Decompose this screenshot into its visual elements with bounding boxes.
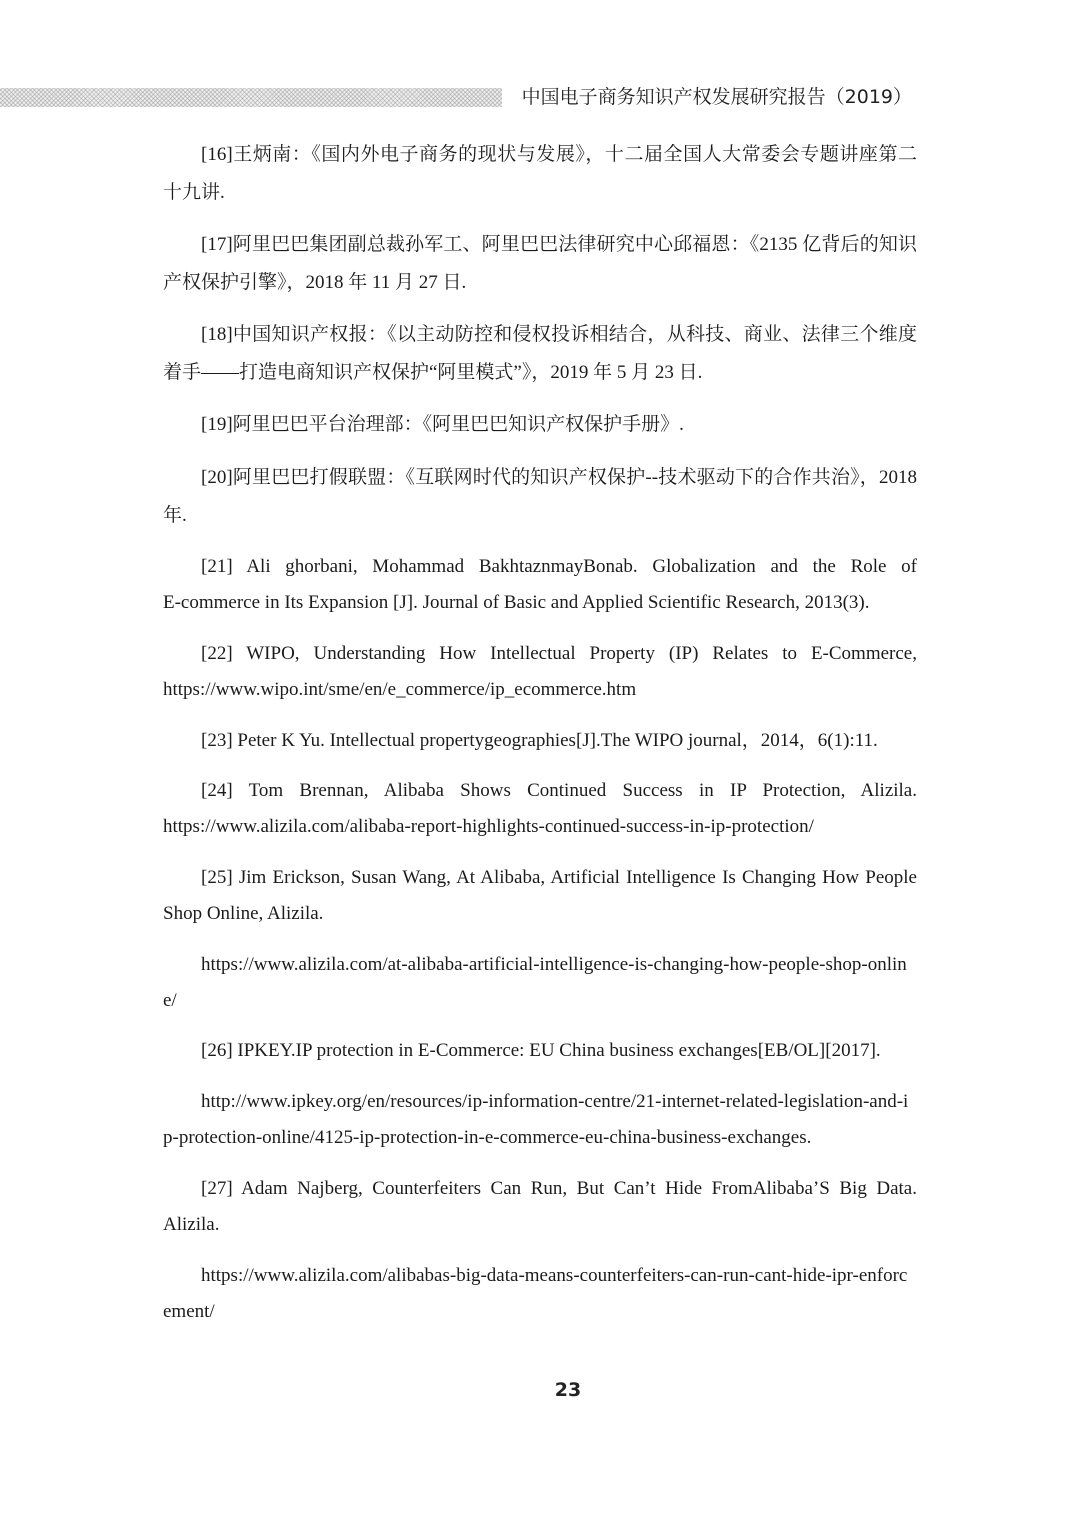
reference-entry <box>163 636 917 708</box>
reference-line: [22] WIPO, Understanding How Intellectual Property (IP) Relates to E-Commerce, <box>201 643 917 664</box>
reference-line: [21] Ali ghorbani, Mohammad BakhtaznmayBonab. Globalization and the Role of <box>201 556 917 577</box>
reference-line: [25] Jim Erickson, Susan Wang, At Alibaba, Artificial Intelligence Is Changing How People <box>201 867 917 888</box>
reference-line: 十九讲. <box>163 182 225 203</box>
reference-line: [27] Adam Najberg, Counterfeiters Can Run, But Can’t Hide FromAlibaba’S Big Data. <box>201 1178 917 1199</box>
reference-url-line: e/ <box>163 990 177 1011</box>
reference-line: https://www.alizila.com/alibaba-report-highlights-continued-success-in-ip-protection/ <box>163 816 814 837</box>
reference-url-entry <box>163 1084 917 1156</box>
reference-line: [26] IPKEY.IP protection in E-Commerce: EU China business exchanges[EB/OL][2017]. <box>201 1040 881 1061</box>
reference-entry <box>163 406 917 444</box>
reference-url-entry <box>163 947 917 1019</box>
reference-line: [23] Peter K Yu. Intellectual propertygeographies[J].The WIPO journal，2014，6(1):11. <box>201 730 878 751</box>
reference-entry <box>163 773 917 845</box>
reference-line: 着手——打造电商知识产权保护“阿里模式”》，2019 年 5 月 23 日. <box>163 362 703 383</box>
reference-url-line: https://www.alizila.com/at-alibaba-artificial-intelligence-is-changing-how-people-shop-onlin <box>201 954 907 975</box>
reference-line: 年. <box>163 505 187 526</box>
reference-entry <box>163 136 917 212</box>
reference-line: https://www.wipo.int/sme/en/e_commerce/ip_ecommerce.htm <box>163 679 637 700</box>
reference-entry <box>163 860 917 932</box>
reference-entry <box>163 1171 917 1243</box>
reference-url-line: p-protection-online/4125-ip-protection-in-e-commerce-eu-china-business-exchanges. <box>163 1127 812 1148</box>
reference-line: [20]阿里巴巴打假联盟：《互联网时代的知识产权保护--技术驱动下的合作共治》，2018 <box>201 467 917 488</box>
reference-entry <box>163 226 917 302</box>
reference-url-line: https://www.alizila.com/alibabas-big-data-means-counterfeiters-can-run-cant-hide-ipr-enforc <box>201 1265 908 1286</box>
header-pattern-band <box>0 88 502 107</box>
reference-entry <box>163 316 917 392</box>
reference-url-line: http://www.ipkey.org/en/resources/ip-information-centre/21-internet-related-legislation-and-i <box>201 1091 909 1112</box>
reference-line: 产权保护引擎》，2018 年 11 月 27 日. <box>163 272 467 293</box>
reference-entry <box>163 459 917 535</box>
reference-line: [17]阿里巴巴集团副总裁孙军工、阿里巴巴法律研究中心邱福恩：《2135 亿背后的知识 <box>201 234 917 255</box>
reference-entry <box>163 723 917 759</box>
reference-line: [16]王炳南：《国内外电子商务的现状与发展》，十二届全国人大常委会专题讲座第二 <box>201 144 917 165</box>
reference-line: E-commerce in Its Expansion [J]. Journal of Basic and Applied Scientific Research, 2013(3). <box>163 592 870 613</box>
reference-url-line: ement/ <box>163 1301 215 1322</box>
reference-url-entry <box>163 1258 917 1330</box>
reference-entry <box>163 1033 917 1069</box>
reference-line: [24] Tom Brennan, Alibaba Shows Continued Success in IP Protection, Alizila. <box>201 780 917 801</box>
reference-line: Shop Online, Alizila. <box>163 903 324 924</box>
page-number: 23 <box>554 1379 582 1401</box>
reference-entry <box>163 549 917 621</box>
reference-line: Alizila. <box>163 1214 220 1235</box>
reference-line: [18]中国知识产权报：《以主动防控和侵权投诉相结合，从科技、商业、法律三个维度 <box>201 324 917 345</box>
running-header-title: 中国电子商务知识产权发展研究报告（2019） <box>521 86 912 108</box>
reference-line: [19]阿里巴巴平台治理部：《阿里巴巴知识产权保护手册》. <box>201 414 684 435</box>
